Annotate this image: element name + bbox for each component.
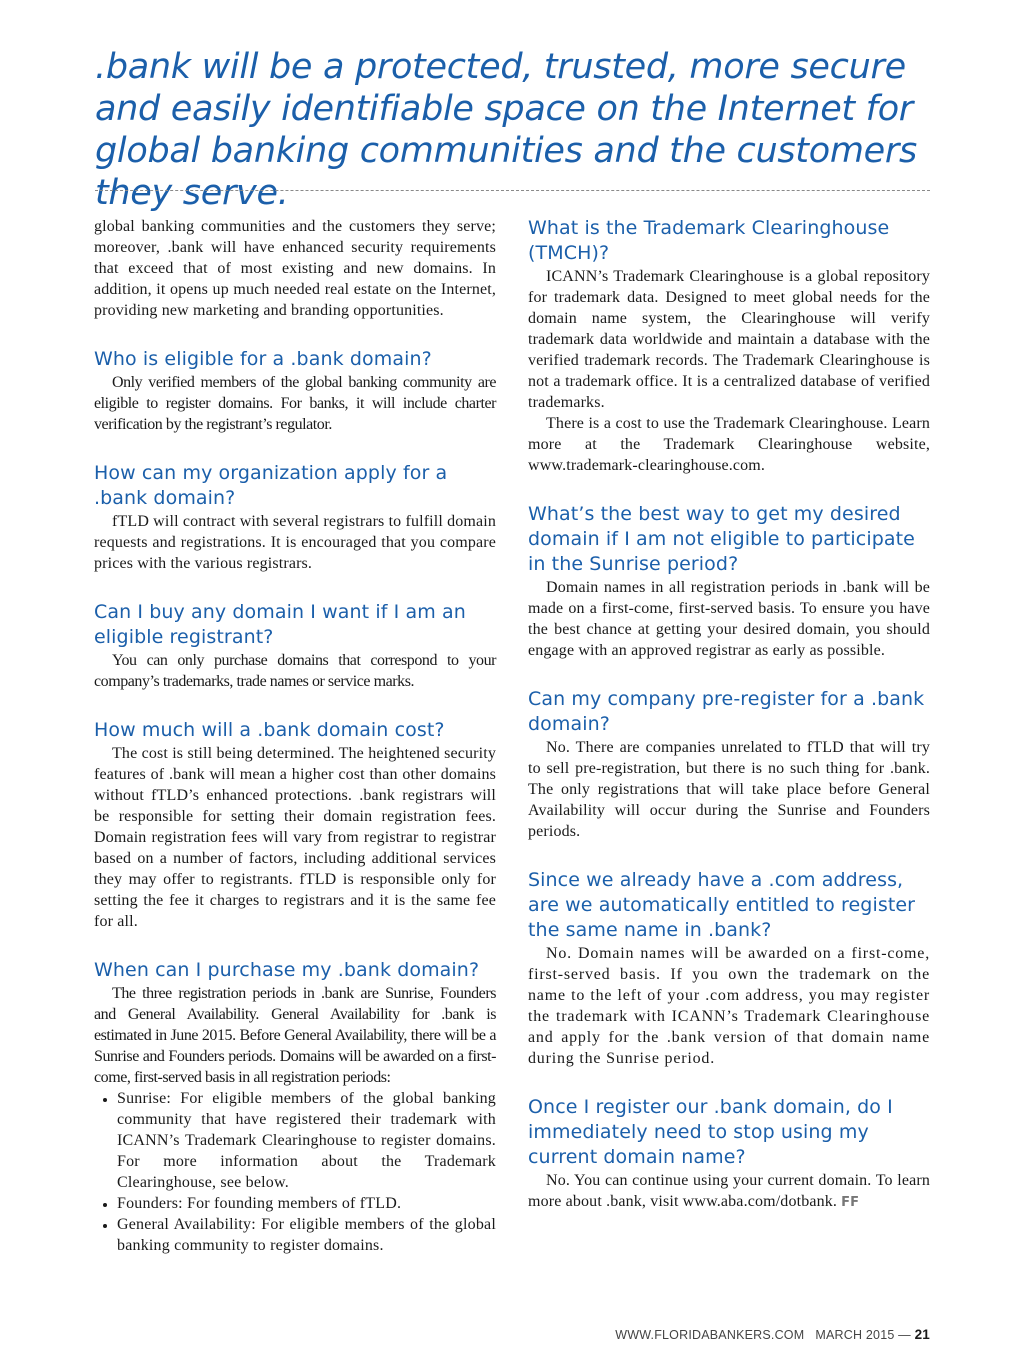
apply-body: fTLD will contract with several registrars to fulfill domain requests and registrations. It is encouraged that you compare prices with the various registrars. — [94, 513, 496, 572]
tmch-cost: There is a cost to use the Trademark Clearinghouse. Learn more at the Trademark Clearinghouse website, www.trademark-clearinghouse.com. — [528, 415, 930, 474]
list-item: • General Availability: For eligible members of the global banking community to register domains. — [117, 1214, 496, 1256]
dotcom-body: No. Domain names will be awarded on a first-come, first-served basis. If you own the trademark on the name to the left of your .com address, you may register the trademark with ICANN’s Trademark Clearinghouse and apply for the .bank version of that domain name during the Sunrise period. — [528, 945, 930, 1067]
footer-issue: MARCH 2015 — — [815, 1328, 911, 1342]
eligible-body: Only verified members of the global banking community are eligible to register domains. For banks, it will include charter verification by the registrant’s regulator. — [94, 374, 496, 433]
page-number: 21 — [914, 1327, 930, 1342]
stop-using-text: No. You can continue using your current domain. To learn more about .bank, visit www.aba.com/dotbank. — [528, 1172, 930, 1210]
intro-paragraph: global banking communities and the customers they serve; moreover, .bank will have enhanced security requirements that exceed that of most existing and new domains. In addition, it opens up much needed real estate on the Internet, providing new marketing and branding opportunities. — [94, 218, 496, 319]
cost-heading: How much will a .bank domain cost? — [94, 719, 445, 741]
headline: .bank will be a protected, trusted, more secure and easily identifiable space on the Internet for global banking communities and the customers they serve. — [95, 47, 917, 213]
tmch-body: ICANN’s Trademark Clearinghouse is a global repository for trademark data. Designed to meet global needs for the domain name system, the Clearinghouse will verify trademark data worldwide and maintain a database with the verified trademark records. The Trademark Clearinghouse is not a trademark office. It is a centralized database of verified trademarks. — [528, 268, 930, 411]
page-footer — [615, 1327, 930, 1342]
list-item: • Founders: For founding members of fTLD. — [117, 1193, 496, 1214]
end-mark-icon: FF — [841, 1195, 860, 1210]
tmch-heading: What is the Trademark Clearinghouse (TMCH)? — [528, 217, 890, 264]
preregister-body: No. There are companies unrelated to fTLD that will try to sell pre-registration, but there is no such thing for .bank. The only registrations that will take place before General Availability will occur during the Sunrise and Founders periods. — [528, 739, 930, 840]
left-column — [94, 216, 496, 1256]
list-item: • Sunrise: For eligible members of the global banking community that have registered their trademark with ICANN’s Trademark Clearinghouse to register domains. For more information about the Trademark Clearinghouse, see below. — [117, 1088, 496, 1193]
best-way-body: Domain names in all registration periods in .bank will be made on a first-come, first-served basis. To ensure you have the best chance at getting your desired domain, you should engage with an approved registrar as early as possible. — [528, 579, 930, 659]
stop-using-body — [528, 1170, 930, 1213]
when-heading: When can I purchase my .bank domain? — [94, 959, 480, 981]
buy-body: You can only purchase domains that correspond to your company’s trademarks, trade names or service marks. — [94, 652, 496, 690]
dotcom-heading: Since we already have a .com address, are we automatically entitled to register the same name in .bank? — [528, 869, 916, 941]
registration-periods-list — [94, 1088, 496, 1256]
dashed-divider — [95, 190, 930, 191]
eligible-heading: Who is eligible for a .bank domain? — [94, 348, 432, 370]
apply-heading: How can my organization apply for a .bank domain? — [94, 462, 448, 509]
best-way-heading: What’s the best way to get my desired domain if I am not eligible to participate in the Sunrise period? — [528, 503, 915, 575]
cost-body: The cost is still being determined. The heightened security features of .bank will mean a higher cost than other domains without fTLD’s enhanced protections. .bank registrars will be responsible for setting their domain registration fees. Domain registration fees will vary from registrar to registrar based on a number of factors, including additional services they may offer to registrants. fTLD is responsible only for setting the fee it charges to registrars and it is the same fee for all. — [94, 745, 496, 930]
footer-website: WWW.FLORIDABANKERS.COM — [615, 1328, 805, 1342]
when-body: The three registration periods in .bank are Sunrise, Founders and General Availability. General Availability for .bank is estimated in June 2015. Before General Availability, there will be a Sunrise and Founders periods. Domains will be awarded on a first-come, first-served basis in all registration periods: — [94, 985, 496, 1086]
preregister-heading: Can my company pre-register for a .bank domain? — [528, 688, 925, 735]
right-column — [528, 216, 930, 1213]
buy-heading: Can I buy any domain I want if I am an eligible registrant? — [94, 601, 466, 648]
stop-using-heading: Once I register our .bank domain, do I immediately need to stop using my current domain name? — [528, 1096, 893, 1168]
